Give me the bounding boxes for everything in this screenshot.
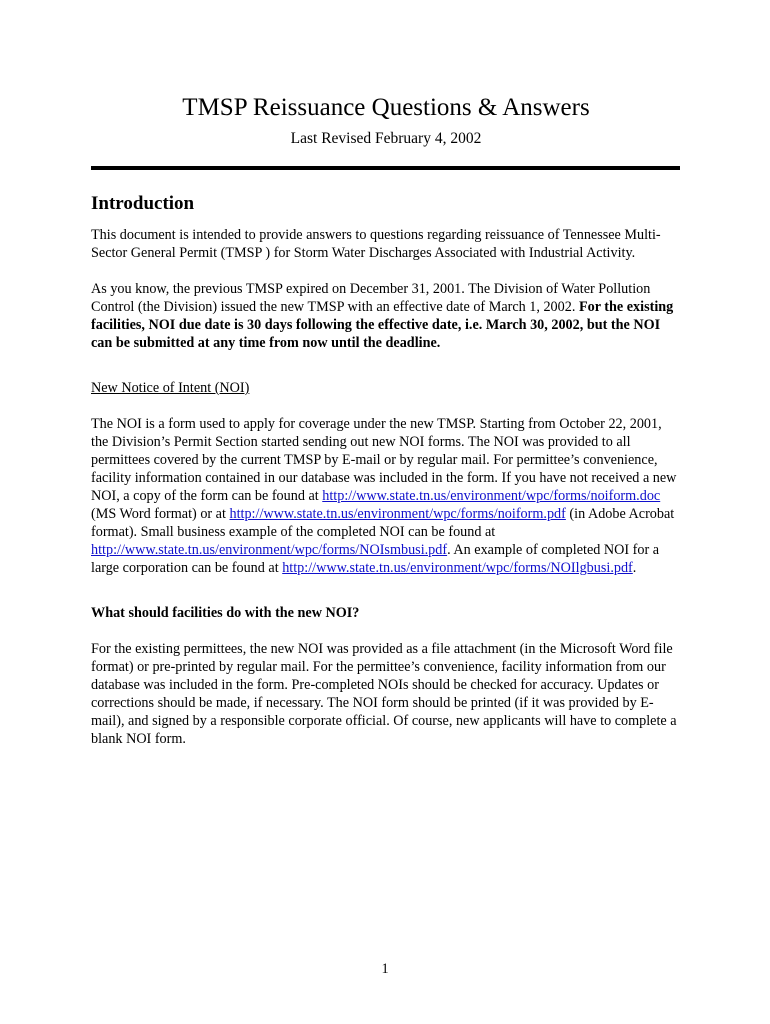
- noiform-pdf-link[interactable]: http://www.state.tn.us/environment/wpc/forms/noiform.pdf: [229, 506, 566, 522]
- document-page: [91, 93, 681, 748]
- noi-paragraph: [91, 415, 681, 577]
- noi-small-business-link[interactable]: http://www.state.tn.us/environment/wpc/forms/NOIsmbusi.pdf: [91, 542, 448, 558]
- noi-section-heading: New Notice of Intent (NOI): [91, 380, 250, 396]
- title-divider: [91, 166, 680, 170]
- intro-paragraph-1: This document is intended to provide answers to questions regarding reissuance of Tennessee Multi-Sector General Permit (TMSP ) for Storm Water Discharges Associated with Industrial Activity.: [91, 227, 661, 261]
- noi-text-5: .: [632, 560, 637, 576]
- noi-large-business-link[interactable]: http://www.state.tn.us/environment/wpc/forms/NOIlgbusi.pdf: [282, 560, 633, 576]
- intro-paragraph-2: [91, 280, 681, 352]
- page-number: 1: [381, 961, 389, 977]
- noi-text-3: (in Adobe Acrobat format). Small business example of the completed NOI can be found at: [91, 506, 675, 540]
- noi-text-4: . An example of completed NOI for a large corporation can be found at: [91, 542, 660, 576]
- page-title: TMSP Reissuance Questions & Answers: [182, 94, 590, 121]
- last-revised-date: Last Revised February 4, 2002: [290, 130, 482, 147]
- intro-heading: Introduction: [91, 193, 195, 214]
- question-answer: For the existing permittees, the new NOI was provided as a file attachment (in the Microsoft Word file format) or pre-printed by regular mail. For the permittee’s convenience, facility information from our database was included in the form. Pre-completed NOIs should be checked for accuracy. Updates or corrections should be made, if necessary. The NOI form should be printed (if it was provided by E-mail), and signed by a responsible corporate official. Of course, new applicants will have to complete a blank NOI form.: [91, 641, 677, 747]
- noi-text-1: The NOI is a form used to apply for coverage under the new TMSP. Starting from October 22, 2001, the Division’s Permit Section started sending out new NOI forms. The NOI was provided to all permittees covered by the current TMSP by E-mail or by regular mail. For permittee’s convenience, facility information contained in our database was included in the form. If you have not received a new NOI, a copy of the form can be found at: [91, 416, 677, 504]
- noi-text-2: (MS Word format) or at: [91, 506, 230, 522]
- noi-deadline-note: For the existing facilities, NOI due date is 30 days following the effective date, i.e. March 30, 2002, but the NOI can be submitted at any time from now until the deadline.: [91, 299, 674, 351]
- noiform-doc-link[interactable]: http://www.state.tn.us/environment/wpc/forms/noiform.doc: [322, 488, 661, 504]
- intro-paragraph-2-text: As you know, the previous TMSP expired on December 31, 2001. The Division of Water Pollution Control (the Division) issued the new TMSP with an effective date of March 1, 2002.: [91, 281, 651, 315]
- question-heading: What should facilities do with the new NOI?: [91, 605, 360, 621]
